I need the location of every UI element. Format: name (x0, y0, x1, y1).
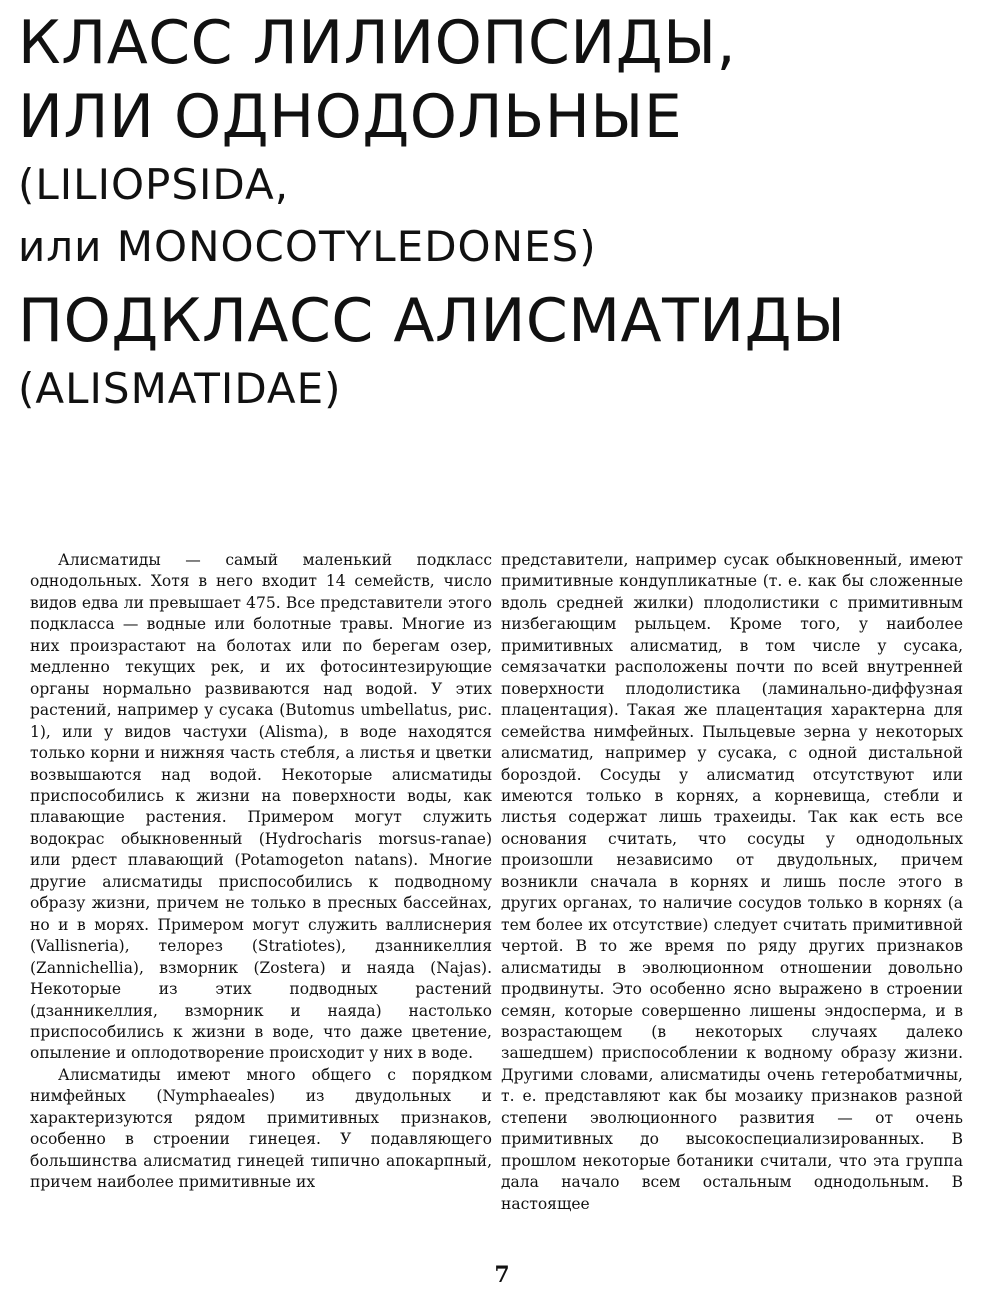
page-number: 7 (494, 1262, 510, 1288)
body-paragraph-continued: представители, например сусак обыкновенный, имеют примитивные кондупликатные (т. е. как бы сложенные вдоль средней жилки) плодолистики с примитивным низбегающим рыльцем. Кроме того, у наиболее примитивных алисматид, в том числе у сусака, семязачатки расположены почти по всей внутренней поверхности плодолистика (ламинально-диффузная плацентация). Такая же плацентация характерна для семейства нимфейных. Пыльцевые зерна у некоторых алисматид, например у сусака, с одной дистальной бороздой. Сосуды у алисматид отсутствуют или имеются только в корнях, а корневища, стебли и листья содержат лишь трахеиды. Так как есть все основания считать, что сосуды у однодольных произошли независимо от двудольных, причем возникли сначала в корнях и лишь после этого в других органах, то наличие сосудов только в корнях (а тем более их отсутствие) следует считать примитивной чертой. В то же время по ряду других признаков алисматиды в эволюционном отношении довольно продвинуты. Это особенно ясно выражено в строении семян, которые совершенно лишены эндосперма, и в возрастающем (в некоторых случаях далеко зашедшем) приспособлении к водному образу жизни. Другими словами, алисматиды очень гетеробатмичны, т. е. представляют как бы мозаику признаков разной степени эволюционного развития — от очень примитивных до высокоспециализированных. В прошлом некоторые ботаники считали, что эта группа дала начало всем остальным однодольным. В настоящее (501, 551, 963, 1213)
subclass-latin: (ALISMATIDAE) (18, 364, 342, 413)
body-paragraph: Алисматиды имеют много общего с порядком нимфейных (Nymphaeales) из двудольных и характеризуются рядом примитивных признаков, особенно в строении гинецея. У подавляющего большинства алисматид гинецей типично апокарпный, причем наиболее примитивные их (30, 1065, 492, 1192)
chapter-headings (18, 6, 993, 420)
left-text-column (30, 550, 492, 1194)
class-latin-line1: (LILIOPSIDA, (18, 160, 290, 209)
class-latin-line2: или MONOCOTYLEDONES) (18, 222, 597, 271)
body-paragraph: Алисматиды — самый маленький подкласс однодольных. Хотя в него входит 14 семейств, число видов едва ли превышает 475. Все представители этого подкласса — водные или болотные травы. Многие из них произрастают на болотах или по берегам озер, медленно текущих рек, и их фотосинтезирующие органы нормально развиваются над водой. У этих растений, например у сусака (Butomus umbellatus, рис. 1), или у видов частухи (Alisma), в воде находятся только корни и нижняя часть стебля, а листья и цветки возвышаются над водой. Некоторые алисматиды приспособились к жизни на поверхности воды, как плавающие растения. Примером могут служить водокрас обыкновенный (Hydrocharis morsus-ranae) или рдест плавающий (Potamogeton natans). Многие другие алисматиды приспособились к подводному образу жизни, причем не только в пресных бассейнах, но и в морях. Примером могут служить валлиснерия (Vallisneria), телорез (Stratiotes), дзанникеллия (Zannichellia), взморник (Zostera) и наяда (Najas). Некоторые из этих подводных растений (дзанникеллия, взморник и наяда) настолько приспособились к жизни в воде, что даже цветение, опыление и оплодотворение происходит у них в воде. (30, 551, 492, 1063)
class-title-line1: КЛАСС ЛИЛИОПСИДЫ, (18, 8, 737, 78)
class-title-line2: ИЛИ ОДНОДОЛЬНЫЕ (18, 82, 683, 152)
subclass-title: ПОДКЛАСС АЛИСМАТИДЫ (18, 286, 846, 356)
right-text-column (501, 550, 963, 1215)
